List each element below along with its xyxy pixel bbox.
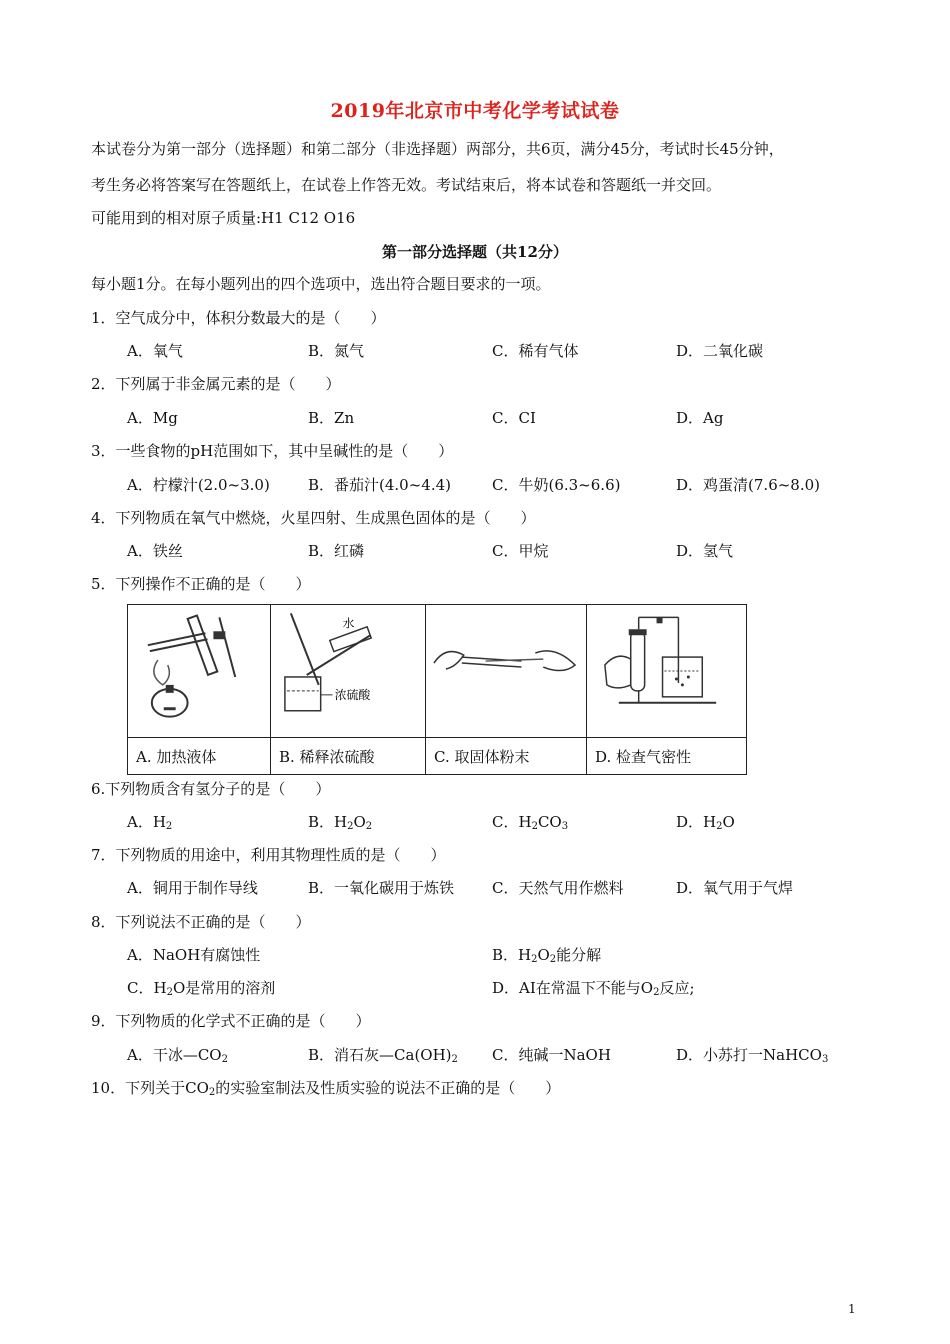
question-5-option-d: D. 检查气密性 <box>587 738 747 775</box>
question-6-option-a: A．$H_2$ <box>127 813 173 832</box>
question-2-option-b: B．Zn <box>308 409 355 427</box>
question-8-option-c: C．$H_2O$是常用的溶剂 <box>127 979 276 998</box>
question-8-option-b: B．$H_2O_2$能分解 <box>492 946 602 965</box>
question-3-option-b: B．番茄汁(4.0~4.4) <box>308 476 452 494</box>
hands-test-tube-icon <box>426 605 586 737</box>
question-6-option-c: C．$H_2CO_3$ <box>492 813 569 832</box>
question-5-stem: 5．下列操作不正确的是（ ） <box>91 575 311 593</box>
question-4-option-a: A．铁丝 <box>127 542 183 560</box>
question-7-option-a: A．铜用于制作导线 <box>127 879 258 897</box>
question-7-stem: 7．下列物质的用途中，利用其物理性质的是（ ） <box>91 846 446 864</box>
label-water: 水 <box>342 616 355 631</box>
question-5-option-b: B. 稀释浓硫酸 <box>271 738 426 775</box>
question-2-option-d: D．Ag <box>676 409 724 427</box>
question-5-option-a: A. 加热液体 <box>128 738 271 775</box>
question-1-stem: 1．空气成分中，体积分数最大的是（ ） <box>91 309 386 327</box>
question-6-option-d: D．$H_2O$ <box>676 813 735 832</box>
question-1-option-d: D．二氧化碳 <box>676 342 764 360</box>
question-9-option-d: D．小苏打一NaHCO$_3$ <box>676 1046 829 1065</box>
section-instruction: 每小题1分。在每小题列出的四个选项中，选出符合题目要求的一项。 <box>91 275 551 293</box>
alcohol-lamp-test-tube-icon <box>128 605 270 737</box>
question-5-image-table <box>127 604 747 775</box>
question-7-option-b: B．一氧化碳用于炼铁 <box>308 879 455 897</box>
question-1-option-c: C．稀有气体 <box>492 342 579 360</box>
question-8-option-a: A．NaOH有腐蚀性 <box>127 946 261 964</box>
beaker-pouring-icon <box>271 605 425 737</box>
heating-liquid-illustration <box>128 605 271 738</box>
question-10-stem: 10．下列关于$CO_2$的实验室制法及性质实验的说法不正确的是（ ） <box>91 1079 561 1098</box>
page-number: 1 <box>848 1302 856 1316</box>
intro-line-2: 考生务必将答案写在答题纸上，在试卷上作答无效。考试结束后，将本试卷和答题纸一并交回。 <box>91 176 722 194</box>
question-6-option-b: B．$H_2O_2$ <box>308 813 373 832</box>
question-3-option-c: C．牛奶(6.3~6.6) <box>492 476 621 494</box>
question-8-option-d: D．AI在常温下不能与$O_2$反应; <box>492 979 695 998</box>
intro-line-1: 本试卷分为第一部分（选择题）和第二部分（非选择题）两部分，共6页，满分45分，考试时长45分钟， <box>91 140 784 158</box>
question-3-option-a: A．柠檬汁(2.0~3.0) <box>127 476 270 494</box>
question-7-option-c: C．天然气用作燃料 <box>492 879 624 897</box>
question-2-stem: 2．下列属于非金属元素的是（ ） <box>91 375 341 393</box>
question-9-option-c: C．纯碱一NaOH <box>492 1046 611 1064</box>
question-2-option-a: A．Mg <box>127 409 178 427</box>
hand-tube-beaker-icon <box>587 605 746 737</box>
question-4-stem: 4．下列物质在氧气中燃烧，火星四射、生成黑色固体的是（ ） <box>91 509 536 527</box>
question-2-option-c: C．CI <box>492 409 536 427</box>
question-4-option-b: B．红磷 <box>308 542 365 560</box>
question-1-option-a: A．氧气 <box>127 342 183 360</box>
question-9-option-a: A．干冰$—CO_2$ <box>127 1046 228 1065</box>
page-title: 2019年北京市中考化学考试试卷 <box>330 100 620 122</box>
question-9-stem: 9．下列物质的化学式不正确的是（ ） <box>91 1012 371 1030</box>
question-4-option-d: D．氢气 <box>676 542 734 560</box>
label-concentrated-acid: 浓硫酸 <box>334 687 371 702</box>
air-tightness-illustration <box>587 605 747 738</box>
diluting-acid-illustration <box>271 605 426 738</box>
question-3-stem: 3．一些食物的pH范围如下，其中呈碱性的是（ ） <box>91 442 454 460</box>
question-5-option-c: C. 取固体粉末 <box>426 738 587 775</box>
section-heading: 第一部分选择题（共12分） <box>382 243 568 261</box>
question-8-stem: 8．下列说法不正确的是（ ） <box>91 913 311 931</box>
question-9-option-b: B．消石灰$—Ca(OH)_2$ <box>308 1046 458 1065</box>
taking-powder-illustration <box>426 605 587 738</box>
question-1-option-b: B．氮气 <box>308 342 365 360</box>
question-3-option-d: D．鸡蛋清(7.6~8.0) <box>676 476 821 494</box>
atomic-mass-line: 可能用到的相对原子质量:H1 C12 O16 <box>91 209 356 227</box>
question-7-option-d: D．氧气用于气焊 <box>676 879 794 897</box>
question-6-stem: 6.下列物质含有氢分子的是（ ） <box>91 780 331 798</box>
question-4-option-c: C．甲烷 <box>492 542 549 560</box>
